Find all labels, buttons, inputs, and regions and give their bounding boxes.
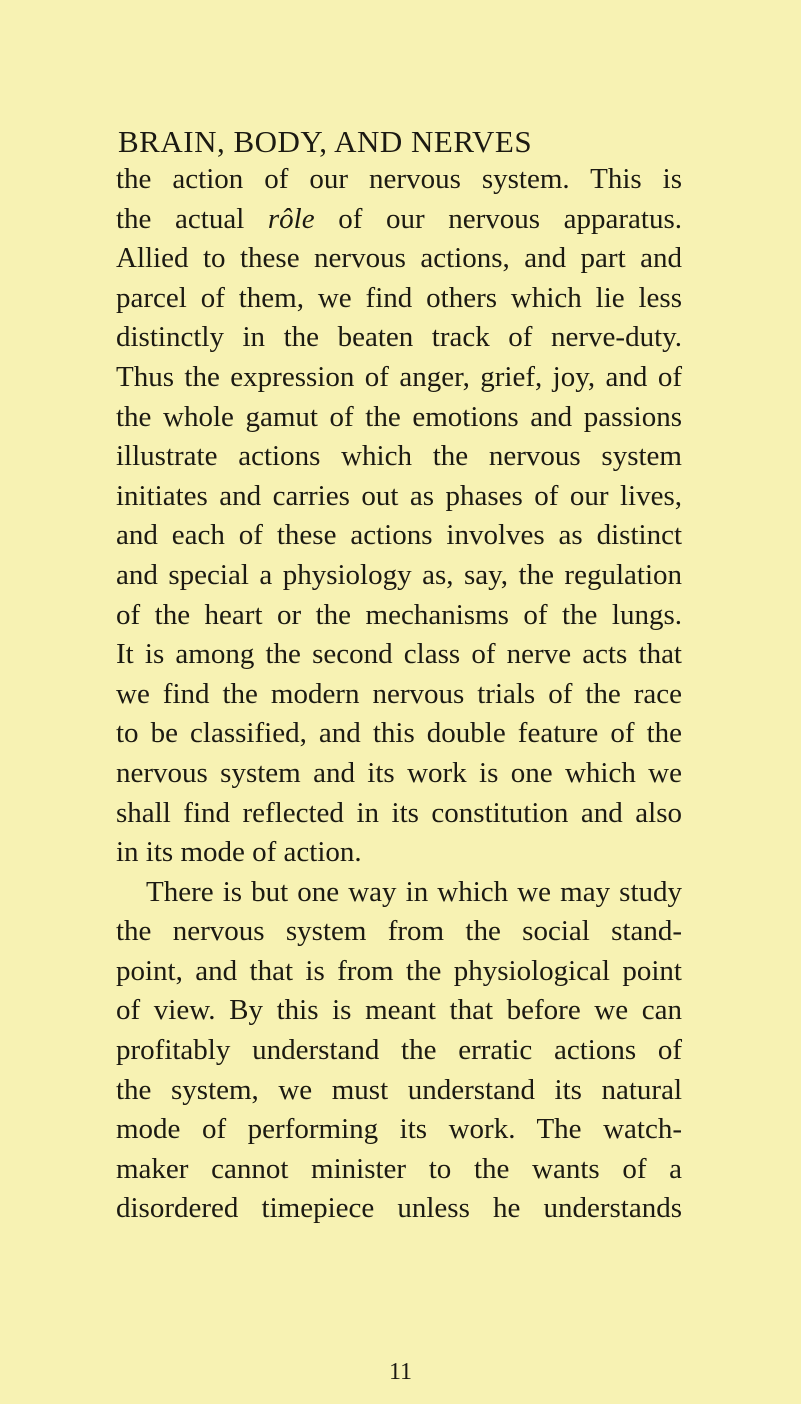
text-line: and special a physiology as, say, the regulation: [116, 558, 682, 591]
text-line: in its mode of action.: [116, 836, 362, 869]
text-line: profitably understand the erratic actions of: [116, 1034, 682, 1067]
text-line: and each of these actions involves as distinct: [116, 519, 682, 552]
text-line: There is but one way in which we may study: [146, 875, 682, 908]
text-line: mode of performing its work. The watch-: [116, 1113, 682, 1146]
page-number: 11: [388, 1359, 413, 1385]
text-line: illustrate actions which the nervous system: [116, 440, 682, 473]
text-line: the action of our nervous system. This is: [116, 163, 682, 195]
text-line: parcel of them, we find others which lie less: [116, 281, 682, 314]
text-span: the actual: [116, 202, 245, 235]
text-line: the whole gamut of the emotions and passions: [116, 400, 682, 433]
text-line: Thus the expression of anger, grief, joy, and of: [116, 360, 682, 393]
text-line: of the heart or the mechanisms of the lungs.: [116, 598, 682, 631]
text-line: the nervous system from the social stand-: [116, 915, 682, 948]
text-line: [116, 200, 682, 240]
italic-word: rôle: [267, 202, 315, 235]
text-line: initiates and carries out as phases of our lives,: [116, 479, 682, 512]
text-span: of our nervous apparatus.: [338, 202, 683, 235]
text-line: of view. By this is meant that before we can: [116, 994, 682, 1027]
body-text: [116, 160, 682, 1229]
text-line: Allied to these nervous actions, and part and: [116, 242, 682, 275]
text-line: point, and that is from the physiological point: [116, 954, 682, 987]
text-line: shall find reflected in its constitution and also: [116, 796, 682, 829]
text-line: the system, we must understand its natural: [116, 1073, 682, 1106]
text-line: to be classified, and this double feature of the: [116, 717, 682, 750]
text-line: It is among the second class of nerve acts that: [116, 638, 682, 671]
running-head: BRAIN, BODY, AND NERVES: [118, 124, 533, 159]
text-line: nervous system and its work is one which we: [116, 756, 682, 789]
text-line: distinctly in the beaten track of nerve-duty.: [116, 321, 682, 354]
text-line: maker cannot minister to the wants of a: [116, 1152, 682, 1185]
text-line: disordered timepiece unless he understands: [116, 1192, 682, 1225]
text-line: we find the modern nervous trials of the race: [116, 677, 682, 710]
